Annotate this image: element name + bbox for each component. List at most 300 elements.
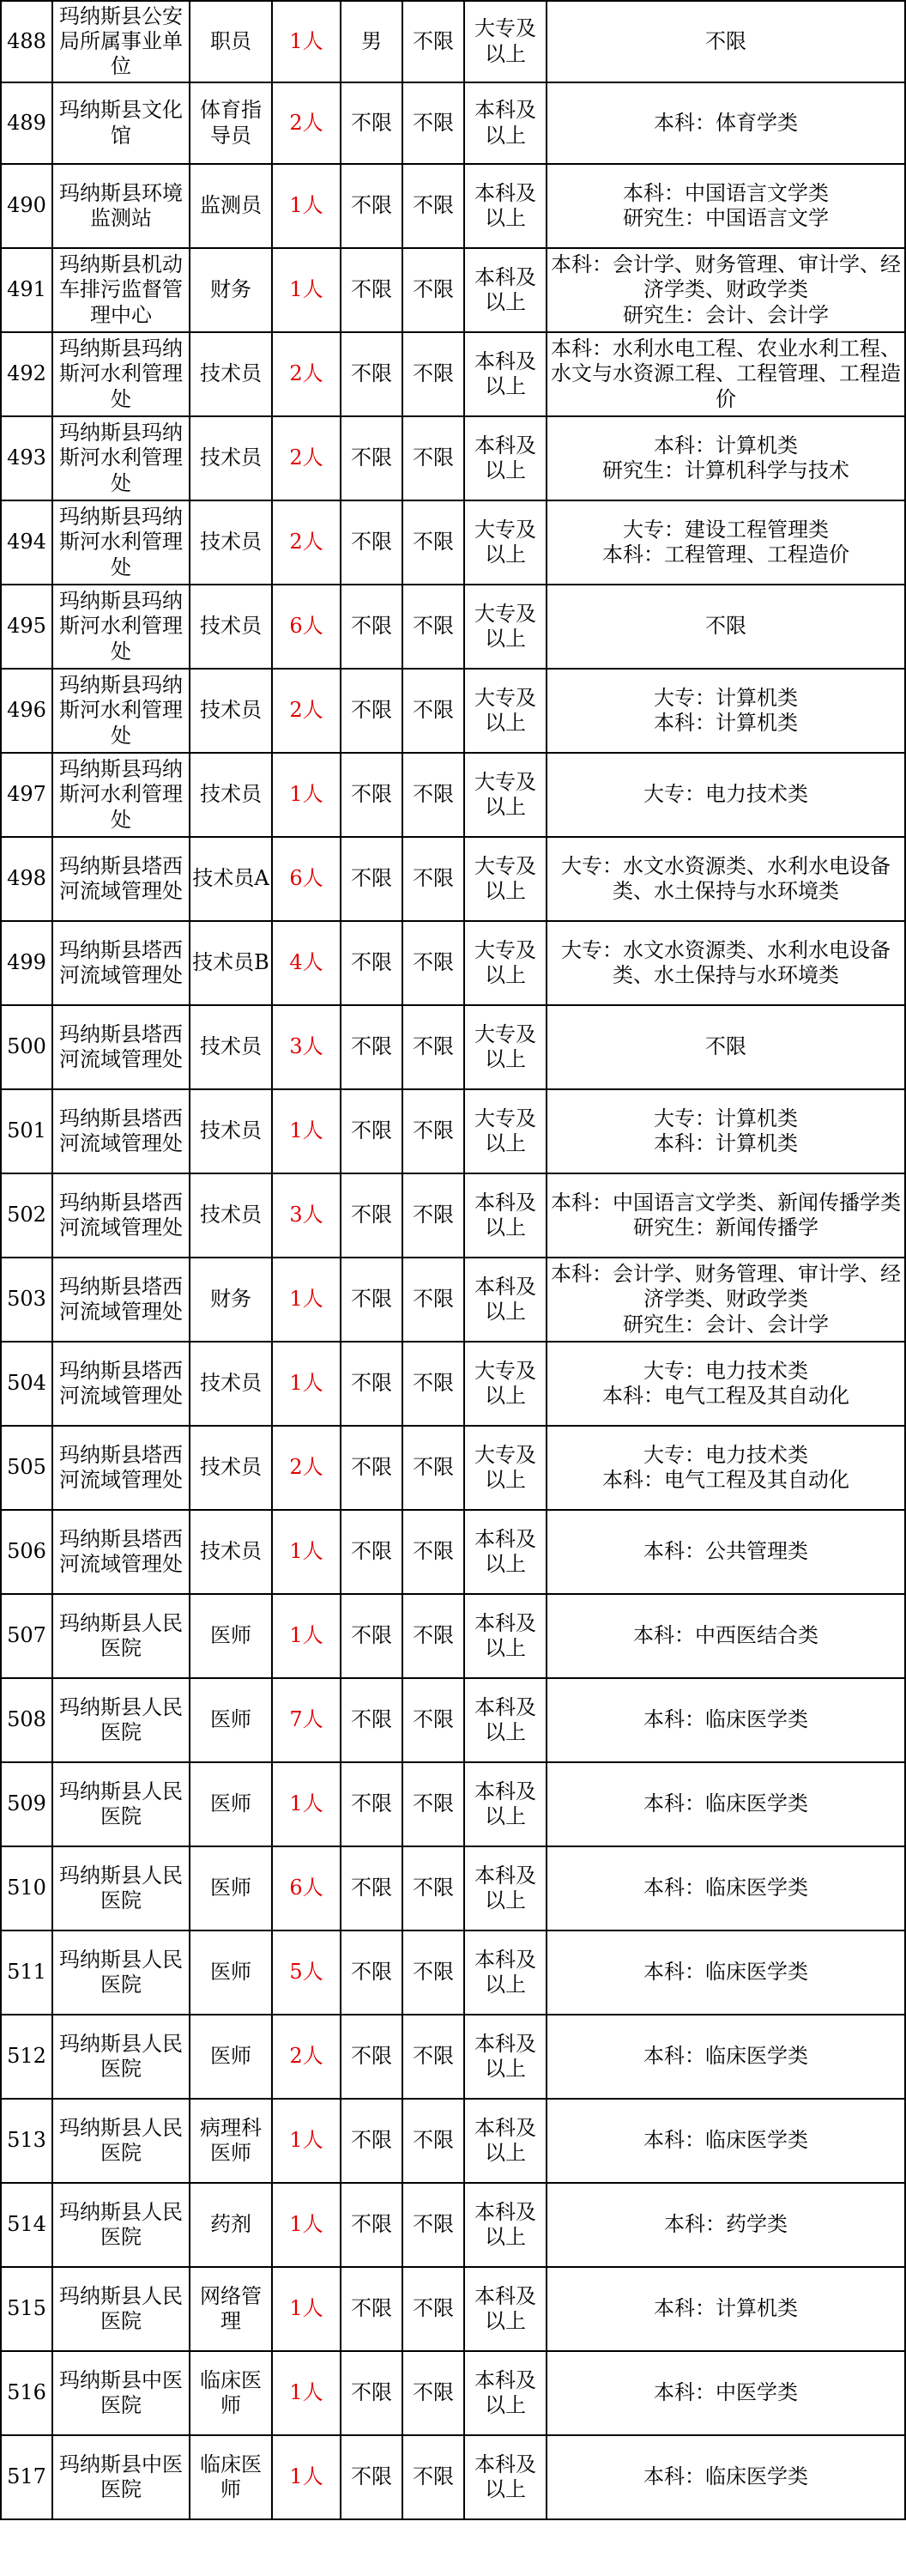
position-cell: 技术员 xyxy=(190,1173,272,1258)
age-cell: 不限 xyxy=(402,2183,464,2267)
row-number-cell: 513 xyxy=(1,2099,52,2183)
position-cell: 财务 xyxy=(190,1258,272,1342)
position-cell: 网络管理 xyxy=(190,2267,272,2351)
major-line: 本科：临床医学类 xyxy=(643,2464,808,2489)
position-cell: 技术员A xyxy=(190,837,272,921)
position-cell: 技术员 xyxy=(190,1510,272,1594)
major-line: 大专：计算机类 xyxy=(654,1106,798,1130)
headcount-cell: 1人 xyxy=(272,753,341,837)
education-cell: 大专及以上 xyxy=(464,1342,547,1426)
age-cell: 不限 xyxy=(402,1342,464,1426)
education-cell: 本科及以上 xyxy=(464,1678,547,1762)
row-number-cell: 510 xyxy=(1,1846,52,1930)
major-cell xyxy=(547,1678,905,1762)
table-row xyxy=(1,1510,905,1594)
major-line: 研究生：中国语言文学 xyxy=(623,206,829,230)
employer-unit-cell: 玛纳斯县玛纳斯河水利管理处 xyxy=(52,332,190,416)
headcount-cell: 1人 xyxy=(272,2267,341,2351)
age-cell: 不限 xyxy=(402,753,464,837)
education-cell: 本科及以上 xyxy=(464,164,547,248)
education-cell: 本科及以上 xyxy=(464,1173,547,1258)
major-line: 本科：计算机类 xyxy=(654,711,798,735)
table-row xyxy=(1,1678,905,1762)
headcount-cell: 5人 xyxy=(272,1930,341,2015)
gender-cell: 不限 xyxy=(341,2099,402,2183)
major-line: 研究生：计算机科学与技术 xyxy=(602,458,849,482)
employer-unit-cell: 玛纳斯县塔西河流域管理处 xyxy=(52,1258,190,1342)
major-cell xyxy=(547,1930,905,2015)
employer-unit-cell: 玛纳斯县塔西河流域管理处 xyxy=(52,1342,190,1426)
row-number-cell: 508 xyxy=(1,1678,52,1762)
education-cell: 大专及以上 xyxy=(464,1426,547,1510)
major-line: 本科：电气工程及其自动化 xyxy=(602,1384,849,1408)
position-cell: 技术员 xyxy=(190,416,272,500)
table-row xyxy=(1,82,905,164)
gender-cell: 不限 xyxy=(341,2267,402,2351)
row-number-cell: 505 xyxy=(1,1426,52,1510)
row-number-cell: 498 xyxy=(1,837,52,921)
row-number-cell: 490 xyxy=(1,164,52,248)
position-cell: 技术员 xyxy=(190,500,272,585)
position-cell: 技术员 xyxy=(190,669,272,753)
major-cell xyxy=(547,332,905,416)
education-cell: 大专及以上 xyxy=(464,1,547,82)
employer-unit-cell: 玛纳斯县塔西河流域管理处 xyxy=(52,1005,190,1089)
gender-cell: 不限 xyxy=(341,2351,402,2435)
headcount-cell: 2人 xyxy=(272,332,341,416)
headcount-cell: 2人 xyxy=(272,416,341,500)
table-row xyxy=(1,753,905,837)
gender-cell: 不限 xyxy=(341,585,402,669)
gender-cell: 不限 xyxy=(341,1678,402,1762)
major-cell xyxy=(547,1762,905,1846)
gender-cell: 不限 xyxy=(341,2183,402,2267)
age-cell: 不限 xyxy=(402,1258,464,1342)
education-cell: 本科及以上 xyxy=(464,416,547,500)
age-cell: 不限 xyxy=(402,1089,464,1173)
major-cell xyxy=(547,1005,905,1089)
major-cell xyxy=(547,82,905,164)
major-line: 不限 xyxy=(705,614,746,639)
position-cell: 技术员 xyxy=(190,332,272,416)
gender-cell: 不限 xyxy=(341,1762,402,1846)
age-cell: 不限 xyxy=(402,1762,464,1846)
position-cell: 技术员 xyxy=(190,585,272,669)
employer-unit-cell: 玛纳斯县人民医院 xyxy=(52,1846,190,1930)
employer-unit-cell: 玛纳斯县人民医院 xyxy=(52,1762,190,1846)
employer-unit-cell: 玛纳斯县玛纳斯河水利管理处 xyxy=(52,500,190,585)
headcount-cell: 1人 xyxy=(272,1,341,82)
gender-cell: 不限 xyxy=(341,753,402,837)
row-number-cell: 511 xyxy=(1,1930,52,2015)
education-cell: 大专及以上 xyxy=(464,921,547,1005)
headcount-cell: 1人 xyxy=(272,2435,341,2519)
table-row xyxy=(1,248,905,332)
employer-unit-cell: 玛纳斯县人民医院 xyxy=(52,1594,190,1678)
major-line: 大专：水文水资源类、水利水电设备类、水土保持与水环境类 xyxy=(561,937,891,987)
age-cell: 不限 xyxy=(402,82,464,164)
table-row xyxy=(1,837,905,921)
table-row xyxy=(1,2099,905,2183)
major-line: 本科：会计学、财务管理、审计学、经济学类、财政学类 xyxy=(551,252,901,302)
row-number-cell: 494 xyxy=(1,500,52,585)
gender-cell: 不限 xyxy=(341,500,402,585)
education-cell: 本科及以上 xyxy=(464,2015,547,2099)
gender-cell: 不限 xyxy=(341,1846,402,1930)
row-number-cell: 514 xyxy=(1,2183,52,2267)
major-line: 不限 xyxy=(705,28,746,53)
major-line: 本科：临床医学类 xyxy=(643,1791,808,1816)
row-number-cell: 515 xyxy=(1,2267,52,2351)
table-row xyxy=(1,2435,905,2519)
age-cell: 不限 xyxy=(402,1426,464,1510)
position-cell: 技术员 xyxy=(190,753,272,837)
headcount-cell: 1人 xyxy=(272,2351,341,2435)
employer-unit-cell: 玛纳斯县机动车排污监督管理中心 xyxy=(52,248,190,332)
table-row xyxy=(1,1089,905,1173)
position-cell: 医师 xyxy=(190,1678,272,1762)
education-cell: 大专及以上 xyxy=(464,500,547,585)
position-cell: 技术员 xyxy=(190,1426,272,1510)
major-line: 本科：工程管理、工程造价 xyxy=(602,542,849,567)
gender-cell: 不限 xyxy=(341,1089,402,1173)
age-cell: 不限 xyxy=(402,1846,464,1930)
age-cell: 不限 xyxy=(402,248,464,332)
education-cell: 本科及以上 xyxy=(464,1846,547,1930)
row-number-cell: 499 xyxy=(1,921,52,1005)
row-number-cell: 502 xyxy=(1,1173,52,1258)
age-cell: 不限 xyxy=(402,1678,464,1762)
major-line: 大专：计算机类 xyxy=(654,685,798,710)
major-cell xyxy=(547,416,905,500)
employer-unit-cell: 玛纳斯县塔西河流域管理处 xyxy=(52,837,190,921)
major-cell xyxy=(547,248,905,332)
row-number-cell: 506 xyxy=(1,1510,52,1594)
gender-cell: 不限 xyxy=(341,669,402,753)
major-line: 大专：电力技术类 xyxy=(643,782,808,807)
row-number-cell: 491 xyxy=(1,248,52,332)
employer-unit-cell: 玛纳斯县中医医院 xyxy=(52,2435,190,2519)
headcount-cell: 6人 xyxy=(272,1846,341,1930)
table-row xyxy=(1,1173,905,1258)
position-cell: 病理科医师 xyxy=(190,2099,272,2183)
education-cell: 本科及以上 xyxy=(464,1594,547,1678)
education-cell: 本科及以上 xyxy=(464,2183,547,2267)
education-cell: 大专及以上 xyxy=(464,1005,547,1089)
education-cell: 大专及以上 xyxy=(464,753,547,837)
major-line: 本科：计算机类 xyxy=(654,433,798,458)
major-cell xyxy=(547,164,905,248)
row-number-cell: 489 xyxy=(1,82,52,164)
education-cell: 大专及以上 xyxy=(464,669,547,753)
major-cell xyxy=(547,585,905,669)
major-line: 本科：电气工程及其自动化 xyxy=(602,1468,849,1492)
employer-unit-cell: 玛纳斯县塔西河流域管理处 xyxy=(52,1426,190,1510)
employer-unit-cell: 玛纳斯县塔西河流域管理处 xyxy=(52,1089,190,1173)
position-cell: 技术员 xyxy=(190,1089,272,1173)
position-cell: 医师 xyxy=(190,1930,272,2015)
employer-unit-cell: 玛纳斯县玛纳斯河水利管理处 xyxy=(52,585,190,669)
headcount-cell: 1人 xyxy=(272,164,341,248)
gender-cell: 不限 xyxy=(341,1173,402,1258)
major-line: 大专：水文水资源类、水利水电设备类、水土保持与水环境类 xyxy=(561,853,891,903)
education-cell: 本科及以上 xyxy=(464,248,547,332)
gender-cell: 不限 xyxy=(341,82,402,164)
education-cell: 本科及以上 xyxy=(464,2099,547,2183)
education-cell: 本科及以上 xyxy=(464,1258,547,1342)
table-body xyxy=(1,1,905,2519)
headcount-cell: 7人 xyxy=(272,1678,341,1762)
table-row xyxy=(1,1594,905,1678)
education-cell: 本科及以上 xyxy=(464,332,547,416)
gender-cell: 不限 xyxy=(341,416,402,500)
age-cell: 不限 xyxy=(402,921,464,1005)
table-row xyxy=(1,2267,905,2351)
row-number-cell: 496 xyxy=(1,669,52,753)
headcount-cell: 6人 xyxy=(272,585,341,669)
major-cell xyxy=(547,1594,905,1678)
gender-cell: 不限 xyxy=(341,1594,402,1678)
position-cell: 职员 xyxy=(190,1,272,82)
table-row xyxy=(1,669,905,753)
major-line: 本科：药学类 xyxy=(664,2212,788,2237)
major-cell xyxy=(547,1173,905,1258)
age-cell: 不限 xyxy=(402,2099,464,2183)
major-cell xyxy=(547,921,905,1005)
age-cell: 不限 xyxy=(402,1,464,82)
employer-unit-cell: 玛纳斯县塔西河流域管理处 xyxy=(52,1173,190,1258)
employer-unit-cell: 玛纳斯县人民医院 xyxy=(52,2015,190,2099)
major-line: 大专：电力技术类 xyxy=(643,1358,808,1383)
age-cell: 不限 xyxy=(402,1005,464,1089)
table-row xyxy=(1,332,905,416)
major-cell xyxy=(547,1,905,82)
gender-cell: 不限 xyxy=(341,1426,402,1510)
gender-cell: 不限 xyxy=(341,921,402,1005)
row-number-cell: 507 xyxy=(1,1594,52,1678)
major-cell xyxy=(547,1846,905,1930)
major-line: 本科：会计学、财务管理、审计学、经济学类、财政学类 xyxy=(551,1262,901,1312)
education-cell: 大专及以上 xyxy=(464,837,547,921)
headcount-cell: 1人 xyxy=(272,2183,341,2267)
age-cell: 不限 xyxy=(402,1173,464,1258)
major-cell xyxy=(547,2351,905,2435)
position-cell: 药剂 xyxy=(190,2183,272,2267)
gender-cell: 不限 xyxy=(341,2015,402,2099)
employer-unit-cell: 玛纳斯县玛纳斯河水利管理处 xyxy=(52,669,190,753)
table-row xyxy=(1,1005,905,1089)
age-cell: 不限 xyxy=(402,2015,464,2099)
gender-cell: 不限 xyxy=(341,837,402,921)
major-line: 大专：电力技术类 xyxy=(643,1442,808,1467)
education-cell: 本科及以上 xyxy=(464,2435,547,2519)
major-line: 不限 xyxy=(705,1034,746,1059)
gender-cell: 不限 xyxy=(341,1005,402,1089)
major-line: 本科：水利水电工程、农业水利工程、水文与水资源工程、工程管理、工程造价 xyxy=(551,336,901,411)
employer-unit-cell: 玛纳斯县文化馆 xyxy=(52,82,190,164)
gender-cell: 不限 xyxy=(341,1930,402,2015)
table-row xyxy=(1,1846,905,1930)
table-row xyxy=(1,2351,905,2435)
position-cell: 医师 xyxy=(190,1594,272,1678)
row-number-cell: 495 xyxy=(1,585,52,669)
employer-unit-cell: 玛纳斯县人民医院 xyxy=(52,1678,190,1762)
position-cell: 医师 xyxy=(190,1762,272,1846)
employer-unit-cell: 玛纳斯县塔西河流域管理处 xyxy=(52,1510,190,1594)
row-number-cell: 488 xyxy=(1,1,52,82)
age-cell: 不限 xyxy=(402,837,464,921)
education-cell: 大专及以上 xyxy=(464,1089,547,1173)
headcount-cell: 3人 xyxy=(272,1173,341,1258)
major-line: 本科：计算机类 xyxy=(654,2296,798,2321)
row-number-cell: 497 xyxy=(1,753,52,837)
position-cell: 临床医师 xyxy=(190,2351,272,2435)
gender-cell: 不限 xyxy=(341,248,402,332)
major-cell xyxy=(547,2267,905,2351)
age-cell: 不限 xyxy=(402,164,464,248)
major-cell xyxy=(547,1510,905,1594)
major-line: 研究生：新闻传播学 xyxy=(633,1215,818,1240)
headcount-cell: 1人 xyxy=(272,1762,341,1846)
table-row xyxy=(1,1258,905,1342)
employer-unit-cell: 玛纳斯县人民医院 xyxy=(52,2267,190,2351)
major-cell xyxy=(547,500,905,585)
row-number-cell: 492 xyxy=(1,332,52,416)
row-number-cell: 504 xyxy=(1,1342,52,1426)
age-cell: 不限 xyxy=(402,585,464,669)
employer-unit-cell: 玛纳斯县环境监测站 xyxy=(52,164,190,248)
headcount-cell: 1人 xyxy=(272,1594,341,1678)
employer-unit-cell: 玛纳斯县玛纳斯河水利管理处 xyxy=(52,416,190,500)
position-cell: 技术员 xyxy=(190,1005,272,1089)
headcount-cell: 4人 xyxy=(272,921,341,1005)
major-line: 本科：中医学类 xyxy=(654,2380,798,2405)
major-cell xyxy=(547,669,905,753)
education-cell: 本科及以上 xyxy=(464,82,547,164)
table-row xyxy=(1,1,905,82)
headcount-cell: 1人 xyxy=(272,2099,341,2183)
employer-unit-cell: 玛纳斯县人民医院 xyxy=(52,1930,190,2015)
headcount-cell: 2人 xyxy=(272,500,341,585)
major-cell xyxy=(547,753,905,837)
headcount-cell: 1人 xyxy=(272,1342,341,1426)
employer-unit-cell: 玛纳斯县中医医院 xyxy=(52,2351,190,2435)
major-line: 研究生：会计、会计学 xyxy=(623,302,829,327)
major-cell xyxy=(547,1342,905,1426)
position-cell: 技术员 xyxy=(190,1342,272,1426)
headcount-cell: 2人 xyxy=(272,2015,341,2099)
gender-cell: 不限 xyxy=(341,2435,402,2519)
table-row xyxy=(1,1342,905,1426)
major-line: 本科：临床医学类 xyxy=(643,2128,808,2153)
major-cell xyxy=(547,2183,905,2267)
education-cell: 本科及以上 xyxy=(464,2351,547,2435)
age-cell: 不限 xyxy=(402,1930,464,2015)
row-number-cell: 517 xyxy=(1,2435,52,2519)
employer-unit-cell: 玛纳斯县人民医院 xyxy=(52,2099,190,2183)
age-cell: 不限 xyxy=(402,2435,464,2519)
gender-cell: 不限 xyxy=(341,332,402,416)
age-cell: 不限 xyxy=(402,500,464,585)
headcount-cell: 1人 xyxy=(272,248,341,332)
age-cell: 不限 xyxy=(402,332,464,416)
major-line: 研究生：会计、会计学 xyxy=(623,1312,829,1336)
major-cell xyxy=(547,1426,905,1510)
major-line: 本科：体育学类 xyxy=(654,110,798,135)
age-cell: 不限 xyxy=(402,669,464,753)
table-row xyxy=(1,416,905,500)
table-row xyxy=(1,1426,905,1510)
headcount-cell: 1人 xyxy=(272,1258,341,1342)
headcount-cell: 2人 xyxy=(272,1426,341,1510)
major-line: 本科：临床医学类 xyxy=(643,2044,808,2069)
major-cell xyxy=(547,2099,905,2183)
position-cell: 临床医师 xyxy=(190,2435,272,2519)
table-row xyxy=(1,921,905,1005)
row-number-cell: 501 xyxy=(1,1089,52,1173)
major-cell xyxy=(547,1258,905,1342)
gender-cell: 男 xyxy=(341,1,402,82)
table-row xyxy=(1,164,905,248)
position-cell: 财务 xyxy=(190,248,272,332)
age-cell: 不限 xyxy=(402,1594,464,1678)
position-cell: 体育指导员 xyxy=(190,82,272,164)
table-row xyxy=(1,2015,905,2099)
major-line: 本科：临床医学类 xyxy=(643,1876,808,1900)
row-number-cell: 509 xyxy=(1,1762,52,1846)
major-line: 本科：中国语言文学类、新闻传播学类 xyxy=(551,1190,901,1215)
education-cell: 本科及以上 xyxy=(464,2267,547,2351)
position-cell: 医师 xyxy=(190,1846,272,1930)
major-line: 大专：建设工程管理类 xyxy=(623,517,829,542)
gender-cell: 不限 xyxy=(341,1258,402,1342)
major-line: 本科：临床医学类 xyxy=(643,1960,808,1985)
position-cell: 技术员B xyxy=(190,921,272,1005)
position-cell: 监测员 xyxy=(190,164,272,248)
major-line: 本科：临床医学类 xyxy=(643,1707,808,1732)
headcount-cell: 1人 xyxy=(272,1089,341,1173)
table-row xyxy=(1,1762,905,1846)
major-cell xyxy=(547,837,905,921)
major-line: 本科：中西医结合类 xyxy=(633,1623,818,1648)
major-cell xyxy=(547,2015,905,2099)
position-cell: 医师 xyxy=(190,2015,272,2099)
education-cell: 本科及以上 xyxy=(464,1510,547,1594)
table-row xyxy=(1,500,905,585)
education-cell: 大专及以上 xyxy=(464,585,547,669)
gender-cell: 不限 xyxy=(341,164,402,248)
age-cell: 不限 xyxy=(402,1510,464,1594)
major-line: 本科：公共管理类 xyxy=(643,1539,808,1564)
row-number-cell: 503 xyxy=(1,1258,52,1342)
age-cell: 不限 xyxy=(402,416,464,500)
row-number-cell: 500 xyxy=(1,1005,52,1089)
major-line: 本科：计算机类 xyxy=(654,1131,798,1155)
row-number-cell: 516 xyxy=(1,2351,52,2435)
row-number-cell: 512 xyxy=(1,2015,52,2099)
education-cell: 本科及以上 xyxy=(464,1930,547,2015)
employer-unit-cell: 玛纳斯县人民医院 xyxy=(52,2183,190,2267)
headcount-cell: 3人 xyxy=(272,1005,341,1089)
employer-unit-cell: 玛纳斯县塔西河流域管理处 xyxy=(52,921,190,1005)
table-row xyxy=(1,1930,905,2015)
employer-unit-cell: 玛纳斯县公安局所属事业单位 xyxy=(52,1,190,82)
table-row xyxy=(1,2183,905,2267)
gender-cell: 不限 xyxy=(341,1510,402,1594)
education-cell: 本科及以上 xyxy=(464,1762,547,1846)
headcount-cell: 2人 xyxy=(272,82,341,164)
age-cell: 不限 xyxy=(402,2267,464,2351)
